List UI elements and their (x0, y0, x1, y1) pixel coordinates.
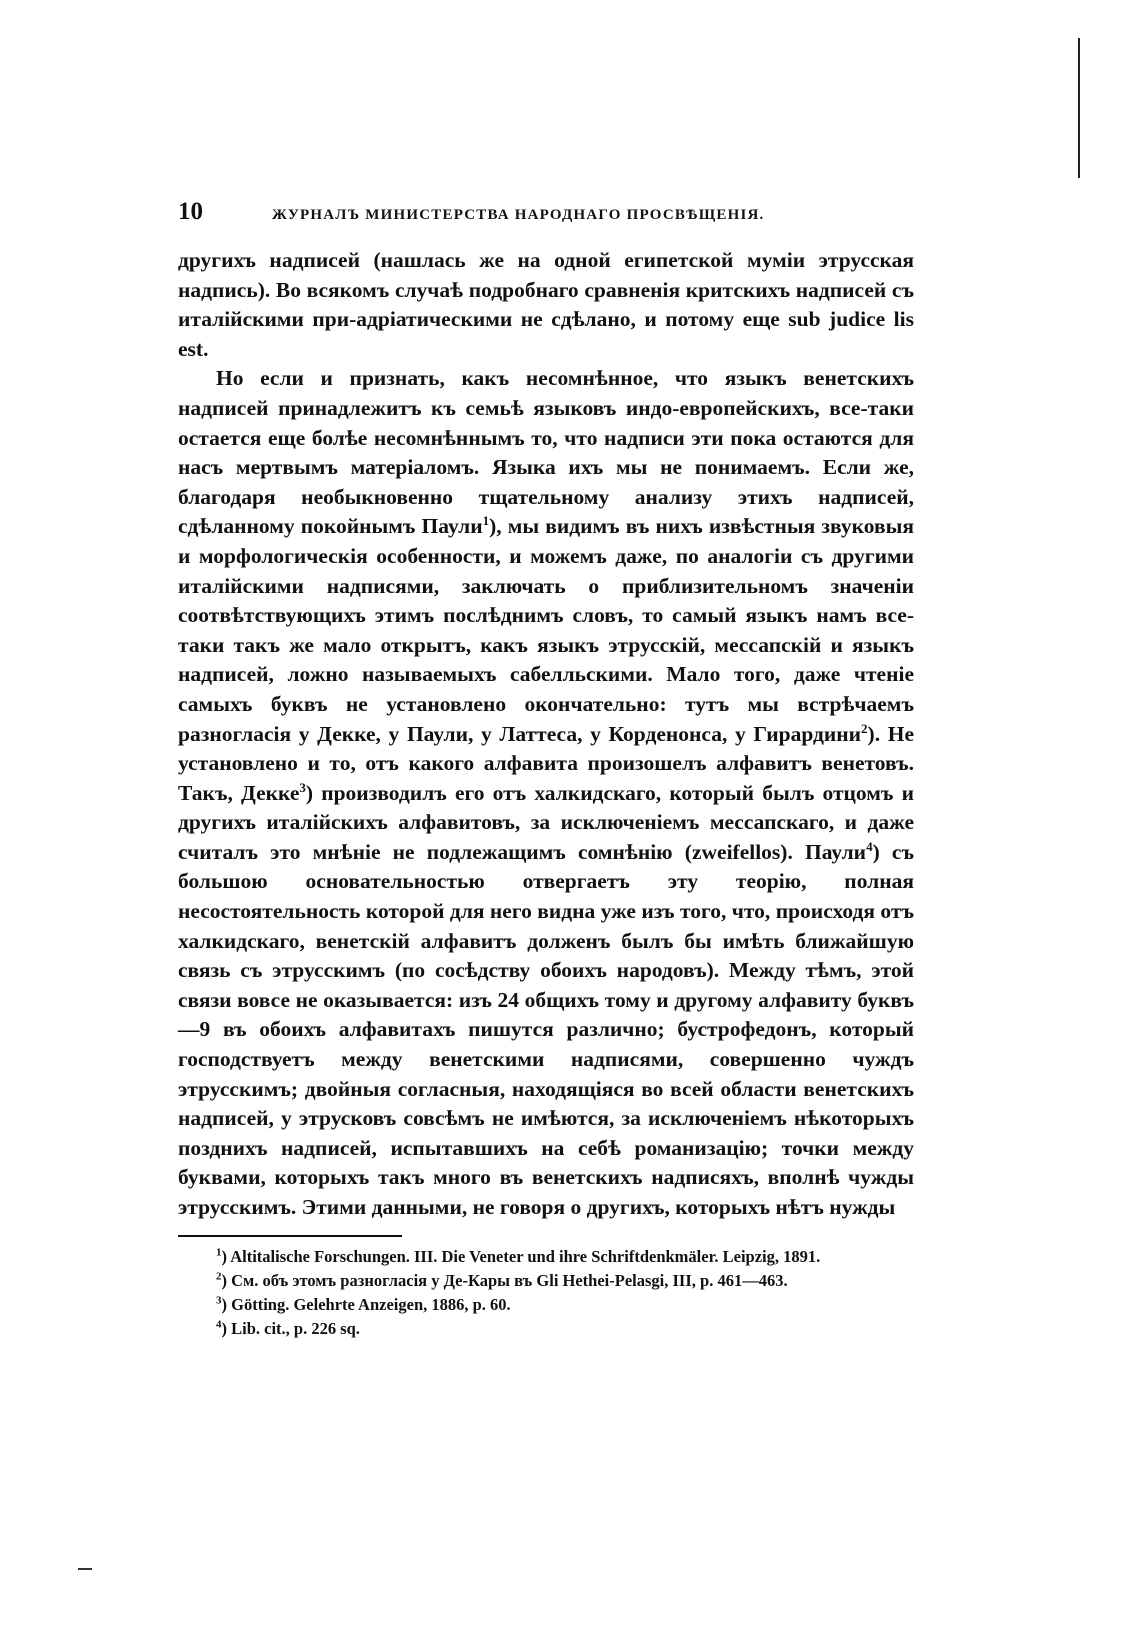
footnotes (178, 1245, 914, 1341)
footnote-text: ) См. объ этомъ разногласія у Де-Кары въ Gli Hethei-Pelasgi, III, p. 461—463. (221, 1270, 788, 1290)
footnote-ref-2: 2 (861, 720, 868, 736)
footnote-mark: 2 (216, 1270, 222, 1283)
footnote-text: ) Lib. cit., p. 226 sq. (221, 1318, 360, 1338)
footnote-1 (178, 1245, 914, 1269)
paragraph-2 (178, 364, 914, 1222)
footnote-mark: 1 (216, 1246, 222, 1259)
scan-edge-mark (1078, 38, 1080, 178)
paragraph-2-part-5: ) съ большою основательностью отвергаетъ эту теорію, полная несостоятельность которой для него видна уже изъ того, что, происходя отъ халкидскаго, венетскій алфавитъ долженъ былъ бы имѣть ближайшую связь съ этрусскимъ (по сосѣдству обоихъ народовъ). Между тѣмъ, этой связи вовсе не оказывается: изъ 24 общихъ тому и другому алфавиту буквъ—9 въ обоихъ алфавитахъ пишутся различно; бустрофедонъ, который господствуетъ между венетскими надписями, совершенно чуждъ этрусскимъ; двойныя согласныя, находящіяся во всей области венетскихъ надписей, у этрусковъ совсѣмъ не имѣются, за исключеніемъ нѣкоторыхъ позднихъ надписей, испытавшихъ на себѣ романизацію; точки между буквами, которыхъ такъ много въ венетскихъ надписяхъ, вполнѣ чужды этрусскимъ. Этими данными, не говоря о другихъ, которыхъ нѣтъ нужды (178, 839, 914, 1219)
paragraph-2-part-1: Но если и признать, какъ несомнѣнное, что языкъ венетскихъ надписей принадлежитъ къ семьѣ языковъ индо-европейскихъ, все-таки остается еще болѣе несомнѣннымъ то, что надписи эти пока остаются для насъ мертвымъ матеріаломъ. Языка ихъ мы не понимаемъ. Если же, благодаря необыкновенно тщательному анализу этихъ надписей, сдѣланному покойнымъ Паули (178, 366, 914, 539)
footnote-mark: 3 (216, 1294, 222, 1307)
body-text (178, 246, 914, 1223)
paragraph-2-part-3: ). Не установлено и то, отъ какого алфавита произошелъ алфавитъ венетовъ. Такъ, Декке (178, 721, 914, 805)
footnote-2 (178, 1269, 914, 1293)
footnote-mark: 4 (216, 1318, 222, 1331)
paragraph-1: другихъ надписей (нашлась же на одной египетской муміи этрусская надпись). Во всякомъ случаѣ подробнаго сравненія критскихъ надписей съ италійскими при-адріатическими не сдѣлано, и потому еще sub judice lis est. (178, 248, 914, 361)
footnote-4 (178, 1317, 914, 1341)
paragraph-2-part-4: ) производилъ его отъ халкидскаго, который былъ отцомъ и другихъ италійскихъ алфавитовъ, за исключеніемъ мессапскаго, и даже считалъ это мнѣніе не подлежащимъ сомнѣнію (zweifellos). Паули (178, 780, 914, 864)
footnote-divider (178, 1235, 402, 1237)
footnote-3 (178, 1293, 914, 1317)
page-number: 10 (178, 198, 203, 225)
footnote-ref-3: 3 (299, 779, 306, 795)
paragraph-2-part-2: ), мы видимъ въ нихъ извѣстныя звуковыя и морфологическія особенности, и можемъ даже, по аналогіи съ другими италійскими надписями, заключать о приблизительномъ значеніи соотвѣтствующихъ этимъ послѣднимъ словъ, то самый языкъ намъ все-таки такъ же мало открытъ, какъ языкъ этрусскій, мессапскій и языкъ надписей, ложно называемыхъ сабелльскими. Мало того, даже чтеніе самыхъ буквъ не установлено окончательно: тутъ мы встрѣчаемъ разногласія у Декке, у Паули, у Латтеса, у Корденонса, у Гирардини (178, 514, 914, 746)
footnote-ref-1: 1 (482, 513, 490, 529)
document-page (178, 198, 914, 1341)
running-head (178, 198, 914, 232)
footnote-text: ) Altitalische Forschungen. III. Die Veneter und ihre Schriftdenkmäler. Leipzig, 1891. (221, 1246, 821, 1266)
journal-title: ЖУРНАЛЪ МИНИСТЕРСТВА НАРОДНАГО ПРОСВѢЩЕНІЯ. (272, 207, 765, 223)
footnote-ref-4: 4 (866, 838, 873, 854)
footnote-text: ) Götting. Gelehrte Anzeigen, 1886, p. 60. (221, 1294, 511, 1314)
scan-margin-mark (78, 1568, 92, 1570)
